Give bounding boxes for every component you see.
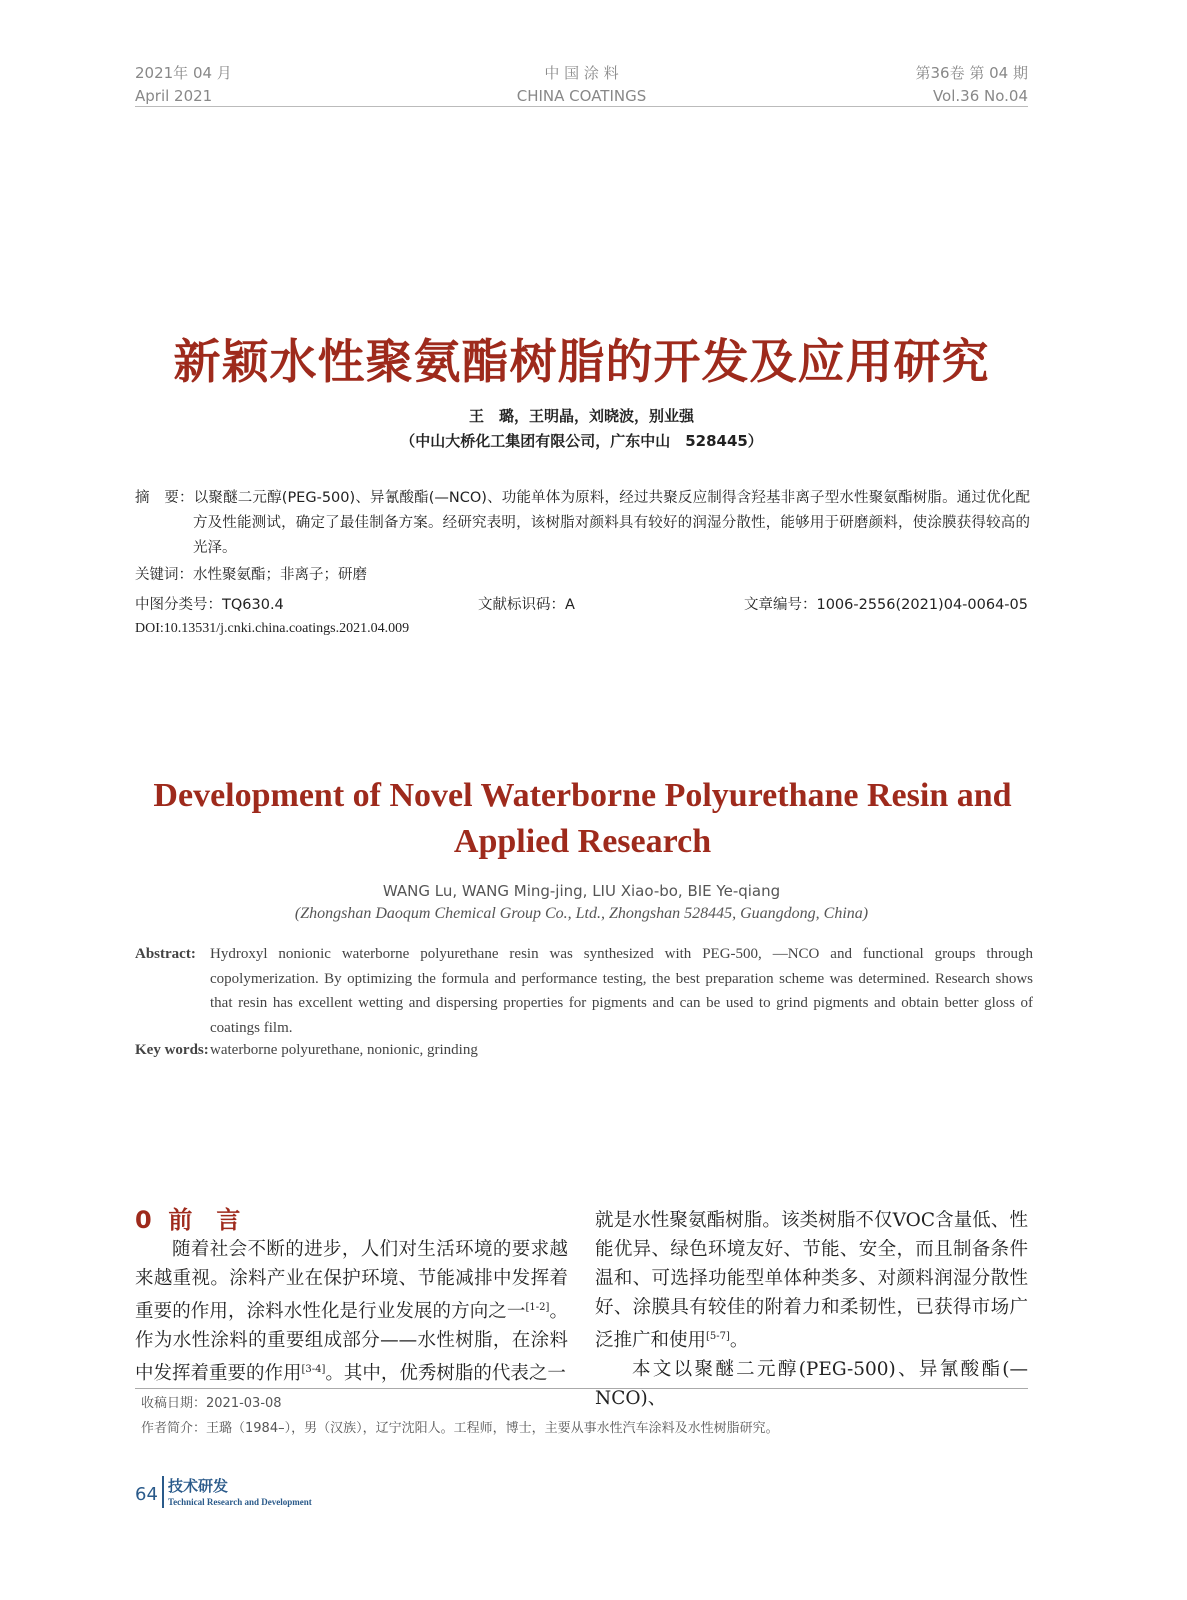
clc-number: 中图分类号：TQ630.4: [135, 597, 284, 613]
body-right-column: [595, 1206, 1028, 1413]
keywords-en: [135, 1042, 478, 1059]
header-issue-en: Vol.36 No.04: [932, 87, 1028, 105]
received-date: 收稿日期：2021-03-08: [141, 1396, 282, 1411]
header-journal-cn: 中 国 涂 料: [544, 64, 619, 82]
header-date-cn: 2021年 04 月: [135, 64, 232, 82]
keywords-en-label: Key words:: [135, 1042, 209, 1058]
affiliation-cn: （中山大桥化工集团有限公司，广东中山 528445）: [400, 432, 763, 450]
title-cn: 新颖水性聚氨酯树脂的开发及应用研究: [173, 335, 990, 390]
abstract-cn-label: 摘 要：: [135, 490, 194, 506]
section-heading: 0 前 言: [135, 1206, 241, 1234]
abstract-cn-text: 以聚醚二元醇(PEG-500)、异氰酸酯(—NCO)、功能单体为原料，经过共聚反应制得含羟基非离子型水性聚氨酯树脂。通过优化配方及性能测试，确定了最佳制备方案。经研究表明，该树脂对颜料具有较好的润湿分散性，能够用于研磨颜料，使涂膜获得较高的光泽。: [193, 490, 1031, 556]
footer-section-en: Technical Research and Development: [168, 1497, 312, 1507]
keywords-en-text: waterborne polyurethane, nonionic, grinding: [210, 1042, 478, 1058]
footnote-rule: [135, 1388, 1028, 1389]
header-date-en: April 2021: [135, 87, 213, 105]
header-rule: [135, 106, 1028, 107]
doi: DOI:10.13531/j.cnki.china.coatings.2021.04.009: [135, 621, 410, 636]
body-text: 就是水性聚氨酯树脂。该类树脂不仅VOC含量低、性能优异、绿色环境友好、节能、安全，而且制备条件温和、可选择功能型单体种类多、对颜料润湿分散性好、涂膜具有较佳的附着力和柔韧性，已获得市场广泛推广和使用: [595, 1210, 1028, 1352]
header-issue: [916, 62, 1028, 108]
abstract-en-label: Abstract:: [135, 946, 196, 962]
body-text: 。其中，优秀树脂的代表之一: [325, 1363, 566, 1385]
author-bio: 作者简介：王璐（1984–），男（汉族），辽宁沈阳人。工程师，博士，主要从事水性汽车涂料及水性树脂研究。: [141, 1421, 779, 1436]
citation: [5-7]: [706, 1331, 730, 1342]
citation: [3-4]: [301, 1364, 326, 1376]
body-text: 随着社会不断的进步，人们对生活环境的要求越来越重视。涂料产业在保护环境、节能减排中发挥着重要的作用，涂料水性化是行业发展的方向之一: [135, 1239, 568, 1323]
abstract-en: [135, 942, 1033, 1040]
affiliation-en: (Zhongshan Daoqum Chemical Group Co., Ltd., Zhongshan 528445, Guangdong, China): [294, 905, 869, 922]
abstract-en-text: Hydroxyl nonionic waterborne polyurethane resin was synthesized with PEG-500, —NCO and functional groups through copolymerization. By optimizing the formula and performance testing, the best preparation scheme was determined. Research shows that resin has excellent wetting and dispersing properties for pigments and can be used to grind pigments and obtain better gloss of coatings film.: [210, 946, 1033, 1036]
body-paragraph: [135, 1235, 568, 1388]
keywords-cn: 关键词：水性聚氨酯；非离子；研磨: [135, 567, 367, 583]
body-paragraph: [595, 1206, 1028, 1355]
authors-cn: 王 璐，王明晶，刘晓波，别业强: [468, 407, 694, 425]
authors-en: WANG Lu, WANG Ming-jing, LIU Xiao-bo, BIE Ye-qiang: [382, 882, 781, 900]
document-code: 文献标识码：A: [478, 597, 575, 613]
footer-divider: [162, 1476, 164, 1508]
page-number: 64: [135, 1484, 158, 1505]
body-text: 。作为水性涂料的重要组成部分——水性树脂，在涂料中发挥着重要的作用: [135, 1301, 568, 1385]
footer-section-cn: 技术研发: [168, 1477, 229, 1495]
header-journal-en: CHINA COATINGS: [516, 87, 647, 105]
title-en: Development of Novel Waterborne Polyurethane Resin and Applied Research: [153, 777, 1012, 860]
citation: [1-2]: [525, 1302, 550, 1313]
abstract-cn: [135, 486, 1030, 561]
body-paragraph: 本文以聚醚二元醇(PEG-500)、异氰酸酯(—NCO)、: [595, 1359, 1028, 1410]
body-left-column: [135, 1235, 568, 1388]
body-text: 。: [729, 1330, 749, 1352]
header-issue-cn: 第36卷 第 04 期: [915, 64, 1028, 82]
article-number: 文章编号：1006-2556(2021)04-0064-05: [743, 597, 1028, 613]
